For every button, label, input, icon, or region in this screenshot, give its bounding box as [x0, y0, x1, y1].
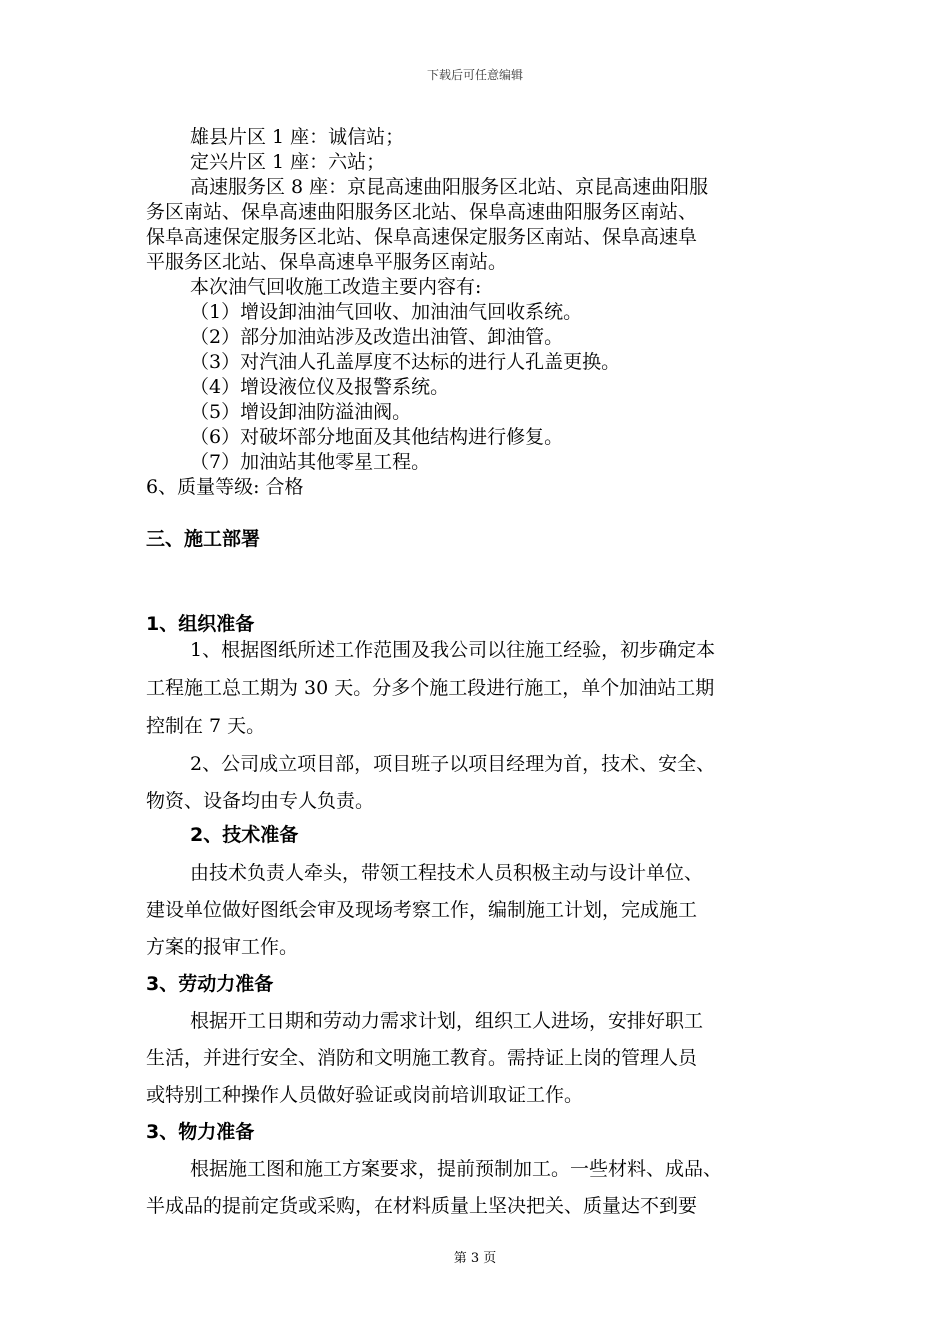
text-line: 建设单位做好图纸会审及现场考察工作，编制施工计划，完成施工 — [146, 899, 698, 921]
page-header: 下载后可任意编辑 — [426, 68, 523, 82]
text-line: 高速服务区 8 座：京昆高速曲阳服务区北站、京昆高速曲阳服 — [190, 176, 709, 198]
text-line: 1、根据图纸所述工作范围及我公司以往施工经验，初步确定本 — [190, 639, 716, 661]
text-line: 2、公司成立项目部，项目班子以项目经理为首，技术、安全、 — [190, 753, 716, 775]
text-line: 控制在 7 天。 — [146, 715, 266, 737]
text-line: 物资、设备均由专人负责。 — [146, 790, 375, 812]
list-item: （7）加油站其他零星工程。 — [190, 451, 431, 473]
quality-grade: 6、质量等级: 合格 — [146, 476, 304, 498]
text-line: 保阜高速保定服务区北站、保阜高速保定服务区南站、保阜高速阜 — [146, 226, 698, 248]
list-item: （2）部分加油站涉及改造出油管、卸油管。 — [190, 326, 564, 348]
org-heading: 1、组织准备 — [146, 613, 255, 635]
text-line: 本次油气回收施工改造主要内容有: — [190, 276, 482, 298]
text-line: 方案的报审工作。 — [146, 936, 299, 958]
list-item: （1）增设卸油油气回收、加油油气回收系统。 — [190, 301, 583, 323]
text-line: 定兴片区 1 座：六站； — [190, 151, 386, 173]
text-line: 或特别工种操作人员做好验证或岗前培训取证工作。 — [146, 1084, 584, 1106]
list-item: （4）增设液位仪及报警系统。 — [190, 376, 450, 398]
text-line: 半成品的提前定货或采购，在材料质量上坚决把关、质量达不到要 — [146, 1195, 698, 1217]
labor-heading: 3、劳动力准备 — [146, 973, 274, 995]
page-number: 第 3 页 — [453, 1251, 497, 1266]
text-line: 根据开工日期和劳动力需求计划，组织工人进场，安排好职工 — [190, 1010, 704, 1032]
section-title: 三、施工部署 — [146, 528, 261, 550]
text-line: 由技术负责人牵头，带领工程技术人员积极主动与设计单位、 — [190, 862, 704, 884]
tech-heading: 2、技术准备 — [190, 824, 299, 846]
text-line: 务区南站、保阜高速曲阳服务区北站、保阜高速曲阳服务区南站、 — [146, 201, 698, 223]
text-line: 平服务区北站、保阜高速阜平服务区南站。 — [146, 251, 508, 273]
list-item: （5）增设卸油防溢油阀。 — [190, 401, 412, 423]
text-line: 生活，并进行安全、消防和文明施工教育。需持证上岗的管理人员 — [146, 1047, 698, 1069]
text-line: 根据施工图和施工方案要求，提前预制加工。一些材料、成品、 — [190, 1158, 723, 1180]
text-line: 工程施工总工期为 30 天。分多个施工段进行施工，单个加油站工期 — [146, 677, 715, 699]
text-line: 雄县片区 1 座：诚信站； — [190, 126, 405, 148]
material-heading: 3、物力准备 — [146, 1121, 255, 1143]
list-item: （6）对破坏部分地面及其他结构进行修复。 — [190, 426, 564, 448]
list-item: （3）对汽油人孔盖厚度不达标的进行人孔盖更换。 — [190, 351, 621, 373]
